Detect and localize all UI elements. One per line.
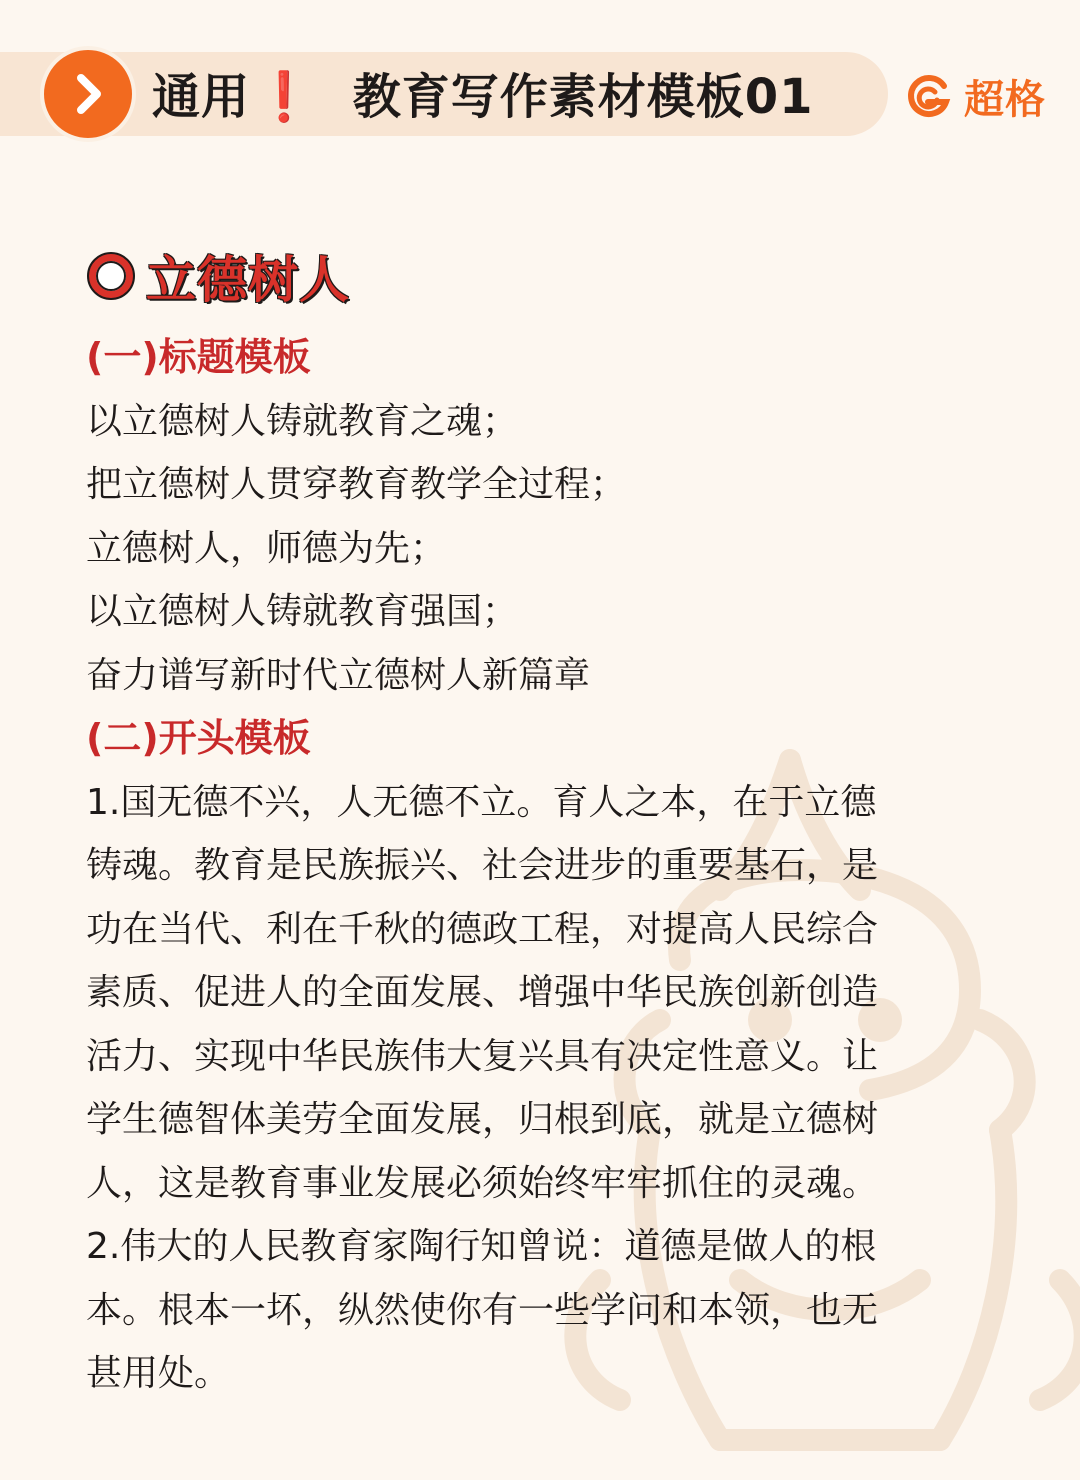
paragraph-line: 2.伟大的人民教育家陶行知曾说：道德是做人的根 [86,1226,877,1267]
brand-logo-icon [904,72,952,120]
paragraph-line: 学生德智体美劳全面发展，归根到底，就是立德树 [86,1099,879,1140]
paragraph-line: 本。根本一坏，纵然使你有一些学问和本领，也无 [86,1289,879,1331]
title-template-line: 奋力谱写新时代立德树人新篇章 [86,654,591,696]
paragraph-line: 素质、促进人的全面发展、增强中华民族创新创造 [86,972,879,1013]
article-body [86,326,986,1406]
title-template-line: 以立德树人铸就教育之魂； [86,400,519,442]
exclamation-icon: ❗ [254,69,315,125]
brand [904,66,1046,126]
title-template-line: 以立德树人铸就教育强国； [86,591,519,632]
title-templates-heading: (一)标题模板 [86,335,311,379]
title-template-line: 立德树人，师德为先； [86,527,447,569]
title-prefix: 通用 [152,69,251,125]
opening-paragraph-2 [86,1215,986,1406]
ring-icon [86,251,136,301]
paragraph-line: 活力、实现中华民族伟大复兴具有决定性意义。让 [86,1035,879,1077]
paragraph-line: 铸魂。教育是民族振兴、社会进步的重要基石，是 [86,845,879,886]
section-title-text: 立德树人 [146,251,350,309]
header-badge [40,46,136,142]
paragraph-line: 甚用处。 [86,1353,231,1394]
paragraph-line: 功在当代、利在千秋的德政工程，对提高人民综合 [86,908,879,950]
opening-templates-heading: (二)开头模板 [86,716,311,760]
section-title [86,240,350,312]
chevron-right-icon [64,70,112,118]
paragraph-line: 1.国无德不兴，人无德不立。育人之本，在于立德 [86,781,877,823]
page-title [152,62,814,132]
paragraph-line: 人，这是教育事业发展必须始终牢牢抓住的灵魂。 [86,1162,879,1204]
title-main: 教育写作素材模板01 [352,69,814,125]
opening-paragraph-1 [86,771,986,1216]
brand-name: 超格 [964,76,1046,123]
title-template-line: 把立德树人贯穿教育教学全过程； [86,464,627,505]
